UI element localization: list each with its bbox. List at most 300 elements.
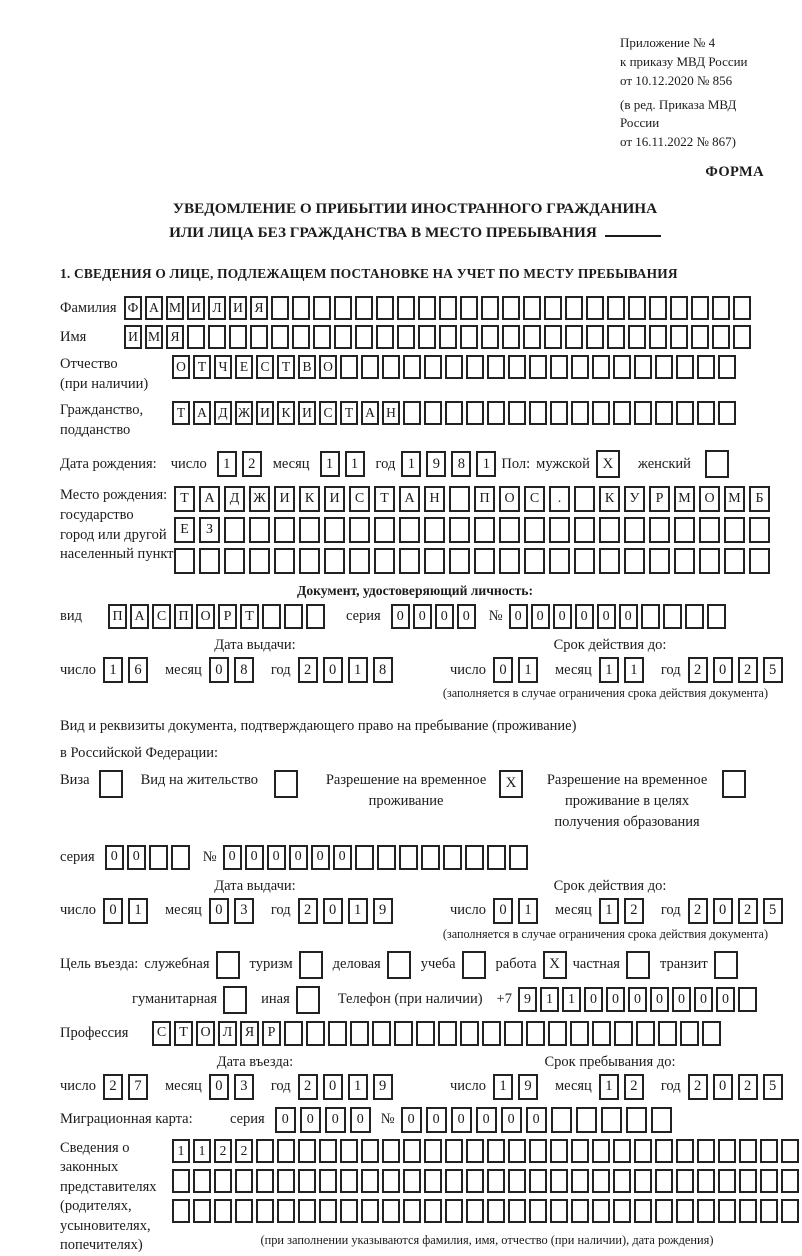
form-cell[interactable]: [739, 1169, 757, 1193]
form-cell[interactable]: [544, 296, 562, 320]
form-cell[interactable]: [313, 325, 331, 349]
form-cell[interactable]: [676, 355, 694, 379]
form-cell[interactable]: 1: [518, 898, 538, 924]
form-cell[interactable]: [361, 1199, 379, 1223]
form-cell[interactable]: [707, 604, 726, 629]
form-cell[interactable]: Е: [174, 517, 195, 543]
form-cell[interactable]: 2: [738, 898, 758, 924]
form-cell[interactable]: О: [319, 355, 337, 379]
form-cell[interactable]: 0: [619, 604, 638, 629]
form-cell[interactable]: [574, 517, 595, 543]
option-visa-checkbox[interactable]: [99, 770, 123, 798]
form-cell[interactable]: [571, 355, 589, 379]
form-cell[interactable]: [502, 325, 520, 349]
form-cell[interactable]: [465, 845, 484, 870]
form-cell[interactable]: [749, 548, 770, 574]
form-cell[interactable]: [306, 1021, 325, 1046]
form-cell[interactable]: [674, 548, 695, 574]
form-cell[interactable]: 0: [413, 604, 432, 629]
form-cell[interactable]: 0: [575, 604, 594, 629]
form-cell[interactable]: 8: [234, 657, 254, 683]
form-cell[interactable]: [487, 355, 505, 379]
form-cell[interactable]: 0: [451, 1107, 472, 1133]
form-cell[interactable]: [586, 325, 604, 349]
form-cell[interactable]: [607, 296, 625, 320]
form-cell[interactable]: Н: [382, 401, 400, 425]
form-cell[interactable]: Ч: [214, 355, 232, 379]
form-cell[interactable]: [697, 355, 715, 379]
form-cell[interactable]: [649, 296, 667, 320]
form-cell[interactable]: [340, 1169, 358, 1193]
form-cell[interactable]: [634, 1169, 652, 1193]
form-cell[interactable]: [274, 517, 295, 543]
form-cell[interactable]: [449, 517, 470, 543]
form-cell[interactable]: 0: [209, 1074, 229, 1100]
form-cell[interactable]: [334, 296, 352, 320]
form-cell[interactable]: [208, 325, 226, 349]
form-cell[interactable]: [193, 1199, 211, 1223]
form-cell[interactable]: [403, 401, 421, 425]
form-cell[interactable]: [738, 987, 757, 1012]
form-cell[interactable]: 0: [350, 1107, 371, 1133]
form-cell[interactable]: [361, 355, 379, 379]
form-cell[interactable]: Д: [214, 401, 232, 425]
form-cell[interactable]: [691, 325, 709, 349]
form-cell[interactable]: [355, 296, 373, 320]
form-cell[interactable]: 0: [628, 987, 647, 1012]
form-cell[interactable]: 1: [493, 1074, 513, 1100]
form-cell[interactable]: 1: [348, 657, 368, 683]
form-cell[interactable]: [592, 1021, 611, 1046]
form-cell[interactable]: [438, 1021, 457, 1046]
form-cell[interactable]: [724, 548, 745, 574]
form-cell[interactable]: [466, 1139, 484, 1163]
form-cell[interactable]: [319, 1199, 337, 1223]
form-cell[interactable]: У: [624, 486, 645, 512]
form-cell[interactable]: [550, 355, 568, 379]
form-cell[interactable]: [614, 1021, 633, 1046]
form-cell[interactable]: А: [145, 296, 163, 320]
form-cell[interactable]: [655, 1199, 673, 1223]
form-cell[interactable]: [636, 1021, 655, 1046]
form-cell[interactable]: [655, 401, 673, 425]
form-cell[interactable]: И: [256, 401, 274, 425]
form-cell[interactable]: [271, 325, 289, 349]
form-cell[interactable]: [508, 1169, 526, 1193]
form-cell[interactable]: 3: [234, 1074, 254, 1100]
form-cell[interactable]: [403, 1199, 421, 1223]
form-cell[interactable]: 2: [688, 1074, 708, 1100]
form-cell[interactable]: [571, 1169, 589, 1193]
form-cell[interactable]: М: [145, 325, 163, 349]
form-cell[interactable]: 2: [624, 1074, 644, 1100]
form-cell[interactable]: [299, 517, 320, 543]
form-cell[interactable]: О: [196, 604, 215, 629]
form-cell[interactable]: 0: [426, 1107, 447, 1133]
form-cell[interactable]: Т: [374, 486, 395, 512]
form-cell[interactable]: [504, 1021, 523, 1046]
form-cell[interactable]: [421, 845, 440, 870]
form-cell[interactable]: [487, 845, 506, 870]
form-cell[interactable]: [626, 1107, 647, 1133]
form-cell[interactable]: И: [124, 325, 142, 349]
form-cell[interactable]: [739, 1139, 757, 1163]
form-cell[interactable]: 0: [105, 845, 124, 870]
form-cell[interactable]: [466, 1169, 484, 1193]
form-cell[interactable]: [214, 1169, 232, 1193]
form-cell[interactable]: [466, 1199, 484, 1223]
form-cell[interactable]: [634, 401, 652, 425]
form-cell[interactable]: [249, 517, 270, 543]
form-cell[interactable]: [655, 1139, 673, 1163]
form-cell[interactable]: О: [699, 486, 720, 512]
form-cell[interactable]: 9: [426, 451, 446, 477]
form-cell[interactable]: [340, 1139, 358, 1163]
form-cell[interactable]: [523, 325, 541, 349]
form-cell[interactable]: [649, 517, 670, 543]
form-cell[interactable]: [382, 1199, 400, 1223]
form-cell[interactable]: Б: [749, 486, 770, 512]
form-cell[interactable]: [193, 1169, 211, 1193]
form-cell[interactable]: 2: [624, 898, 644, 924]
form-cell[interactable]: [424, 548, 445, 574]
form-cell[interactable]: [399, 845, 418, 870]
form-cell[interactable]: Т: [174, 1021, 193, 1046]
form-cell[interactable]: [718, 401, 736, 425]
form-cell[interactable]: [277, 1199, 295, 1223]
form-cell[interactable]: [571, 1139, 589, 1163]
form-cell[interactable]: [676, 1139, 694, 1163]
form-cell[interactable]: О: [499, 486, 520, 512]
purpose-official-checkbox[interactable]: [216, 951, 240, 979]
form-cell[interactable]: [403, 1169, 421, 1193]
form-cell[interactable]: [529, 355, 547, 379]
form-cell[interactable]: [256, 1199, 274, 1223]
form-cell[interactable]: [718, 1139, 736, 1163]
form-cell[interactable]: [474, 548, 495, 574]
form-cell[interactable]: [697, 1139, 715, 1163]
purpose-private-checkbox[interactable]: [626, 951, 650, 979]
form-cell[interactable]: [663, 604, 682, 629]
form-cell[interactable]: Я: [250, 296, 268, 320]
form-cell[interactable]: С: [152, 1021, 171, 1046]
form-cell[interactable]: С: [524, 486, 545, 512]
form-cell[interactable]: [374, 517, 395, 543]
form-cell[interactable]: 0: [325, 1107, 346, 1133]
form-cell[interactable]: Т: [174, 486, 195, 512]
form-cell[interactable]: [424, 355, 442, 379]
form-cell[interactable]: [550, 1139, 568, 1163]
form-cell[interactable]: [571, 401, 589, 425]
form-cell[interactable]: [445, 1199, 463, 1223]
form-cell[interactable]: [298, 1139, 316, 1163]
form-cell[interactable]: [487, 1169, 505, 1193]
form-cell[interactable]: М: [724, 486, 745, 512]
form-cell[interactable]: 2: [103, 1074, 123, 1100]
form-cell[interactable]: [172, 1169, 190, 1193]
form-cell[interactable]: И: [298, 401, 316, 425]
form-cell[interactable]: [449, 548, 470, 574]
form-cell[interactable]: 2: [688, 898, 708, 924]
form-cell[interactable]: 1: [103, 657, 123, 683]
form-cell[interactable]: [613, 401, 631, 425]
form-cell[interactable]: С: [349, 486, 370, 512]
form-cell[interactable]: [340, 1199, 358, 1223]
form-cell[interactable]: [548, 1021, 567, 1046]
form-cell[interactable]: 0: [713, 898, 733, 924]
form-cell[interactable]: [256, 1139, 274, 1163]
form-cell[interactable]: 1: [624, 657, 644, 683]
form-cell[interactable]: [149, 845, 168, 870]
form-cell[interactable]: Р: [262, 1021, 281, 1046]
form-cell[interactable]: [299, 548, 320, 574]
form-cell[interactable]: 0: [333, 845, 352, 870]
form-cell[interactable]: [676, 1199, 694, 1223]
form-cell[interactable]: [676, 401, 694, 425]
form-cell[interactable]: [328, 1021, 347, 1046]
form-cell[interactable]: 6: [128, 657, 148, 683]
form-cell[interactable]: [544, 325, 562, 349]
form-cell[interactable]: [376, 325, 394, 349]
form-cell[interactable]: 0: [672, 987, 691, 1012]
form-cell[interactable]: [249, 548, 270, 574]
form-cell[interactable]: 2: [298, 898, 318, 924]
form-cell[interactable]: [549, 517, 570, 543]
form-cell[interactable]: [292, 296, 310, 320]
form-cell[interactable]: [601, 1107, 622, 1133]
form-cell[interactable]: [382, 1169, 400, 1193]
form-cell[interactable]: К: [299, 486, 320, 512]
form-cell[interactable]: [416, 1021, 435, 1046]
form-cell[interactable]: Т: [277, 355, 295, 379]
form-cell[interactable]: [262, 604, 281, 629]
form-cell[interactable]: [613, 1199, 631, 1223]
form-cell[interactable]: [394, 1021, 413, 1046]
form-cell[interactable]: [361, 1139, 379, 1163]
form-cell[interactable]: [628, 296, 646, 320]
form-cell[interactable]: [599, 517, 620, 543]
form-cell[interactable]: 0: [606, 987, 625, 1012]
form-cell[interactable]: 1: [401, 451, 421, 477]
form-cell[interactable]: 0: [493, 898, 513, 924]
form-cell[interactable]: [403, 355, 421, 379]
form-cell[interactable]: [340, 355, 358, 379]
form-cell[interactable]: 0: [103, 898, 123, 924]
form-cell[interactable]: О: [196, 1021, 215, 1046]
form-cell[interactable]: [445, 355, 463, 379]
form-cell[interactable]: [670, 296, 688, 320]
form-cell[interactable]: [324, 548, 345, 574]
form-cell[interactable]: 8: [451, 451, 471, 477]
form-cell[interactable]: [718, 355, 736, 379]
form-cell[interactable]: Т: [340, 401, 358, 425]
form-cell[interactable]: [171, 845, 190, 870]
form-cell[interactable]: 8: [373, 657, 393, 683]
form-cell[interactable]: С: [256, 355, 274, 379]
form-cell[interactable]: [592, 401, 610, 425]
form-cell[interactable]: [649, 548, 670, 574]
form-cell[interactable]: [781, 1139, 799, 1163]
form-cell[interactable]: 0: [435, 604, 454, 629]
form-cell[interactable]: [724, 517, 745, 543]
form-cell[interactable]: [733, 296, 751, 320]
form-cell[interactable]: Т: [240, 604, 259, 629]
form-cell[interactable]: [624, 548, 645, 574]
form-cell[interactable]: Л: [218, 1021, 237, 1046]
form-cell[interactable]: П: [108, 604, 127, 629]
form-cell[interactable]: [187, 325, 205, 349]
form-cell[interactable]: Я: [240, 1021, 259, 1046]
form-cell[interactable]: К: [599, 486, 620, 512]
form-cell[interactable]: 0: [526, 1107, 547, 1133]
form-cell[interactable]: 0: [597, 604, 616, 629]
form-cell[interactable]: [298, 1199, 316, 1223]
form-cell[interactable]: 0: [713, 1074, 733, 1100]
form-cell[interactable]: Я: [166, 325, 184, 349]
form-cell[interactable]: 0: [267, 845, 286, 870]
form-cell[interactable]: А: [361, 401, 379, 425]
form-cell[interactable]: 0: [509, 604, 528, 629]
form-cell[interactable]: [445, 401, 463, 425]
form-cell[interactable]: [445, 1139, 463, 1163]
form-cell[interactable]: 9: [518, 1074, 538, 1100]
form-cell[interactable]: [460, 325, 478, 349]
form-cell[interactable]: [460, 1021, 479, 1046]
form-cell[interactable]: [749, 517, 770, 543]
form-cell[interactable]: Е: [235, 355, 253, 379]
form-cell[interactable]: [613, 1139, 631, 1163]
form-cell[interactable]: [397, 325, 415, 349]
form-cell[interactable]: 1: [172, 1139, 190, 1163]
form-cell[interactable]: [349, 517, 370, 543]
form-cell[interactable]: [474, 517, 495, 543]
form-cell[interactable]: [691, 296, 709, 320]
form-cell[interactable]: 2: [738, 657, 758, 683]
form-cell[interactable]: 1: [217, 451, 237, 477]
form-cell[interactable]: 0: [391, 604, 410, 629]
form-cell[interactable]: [466, 355, 484, 379]
form-cell[interactable]: Ж: [249, 486, 270, 512]
form-cell[interactable]: [374, 548, 395, 574]
form-cell[interactable]: [372, 1021, 391, 1046]
form-cell[interactable]: [651, 1107, 672, 1133]
form-cell[interactable]: М: [674, 486, 695, 512]
purpose-tourism-checkbox[interactable]: [299, 951, 323, 979]
form-cell[interactable]: Ж: [235, 401, 253, 425]
form-cell[interactable]: [624, 517, 645, 543]
form-cell[interactable]: [551, 1107, 572, 1133]
form-cell[interactable]: [613, 1169, 631, 1193]
form-cell[interactable]: И: [187, 296, 205, 320]
form-cell[interactable]: 1: [599, 898, 619, 924]
form-cell[interactable]: [529, 1169, 547, 1193]
option-residence-permit-checkbox[interactable]: [274, 770, 298, 798]
form-cell[interactable]: [487, 401, 505, 425]
form-cell[interactable]: [508, 1139, 526, 1163]
form-cell[interactable]: М: [166, 296, 184, 320]
form-cell[interactable]: [655, 355, 673, 379]
form-cell[interactable]: 1: [320, 451, 340, 477]
form-cell[interactable]: [599, 548, 620, 574]
form-cell[interactable]: [481, 296, 499, 320]
form-cell[interactable]: 0: [694, 987, 713, 1012]
form-cell[interactable]: [699, 548, 720, 574]
form-cell[interactable]: 0: [127, 845, 146, 870]
form-cell[interactable]: В: [298, 355, 316, 379]
form-cell[interactable]: [550, 401, 568, 425]
form-cell[interactable]: [224, 517, 245, 543]
form-cell[interactable]: [235, 1199, 253, 1223]
form-cell[interactable]: Л: [208, 296, 226, 320]
form-cell[interactable]: А: [399, 486, 420, 512]
form-cell[interactable]: [613, 355, 631, 379]
form-cell[interactable]: [443, 845, 462, 870]
form-cell[interactable]: [697, 1169, 715, 1193]
form-cell[interactable]: [313, 296, 331, 320]
form-cell[interactable]: 0: [323, 898, 343, 924]
form-cell[interactable]: И: [274, 486, 295, 512]
form-cell[interactable]: [460, 296, 478, 320]
form-cell[interactable]: 1: [348, 898, 368, 924]
form-cell[interactable]: [529, 1199, 547, 1223]
form-cell[interactable]: 1: [345, 451, 365, 477]
form-cell[interactable]: [781, 1169, 799, 1193]
form-cell[interactable]: [271, 296, 289, 320]
form-cell[interactable]: 5: [763, 1074, 783, 1100]
form-cell[interactable]: 0: [493, 657, 513, 683]
form-cell[interactable]: 7: [128, 1074, 148, 1100]
form-cell[interactable]: [418, 296, 436, 320]
form-cell[interactable]: [235, 1169, 253, 1193]
form-cell[interactable]: А: [193, 401, 211, 425]
form-cell[interactable]: О: [172, 355, 190, 379]
form-cell[interactable]: 0: [401, 1107, 422, 1133]
form-cell[interactable]: [292, 325, 310, 349]
form-cell[interactable]: [592, 1169, 610, 1193]
form-cell[interactable]: [172, 1199, 190, 1223]
form-cell[interactable]: 1: [348, 1074, 368, 1100]
form-cell[interactable]: 0: [716, 987, 735, 1012]
option-temp-residence-checkbox[interactable]: X: [499, 770, 523, 798]
form-cell[interactable]: [529, 1139, 547, 1163]
form-cell[interactable]: [508, 1199, 526, 1223]
form-cell[interactable]: [298, 1169, 316, 1193]
form-cell[interactable]: [565, 296, 583, 320]
form-cell[interactable]: 2: [298, 1074, 318, 1100]
form-cell[interactable]: 2: [688, 657, 708, 683]
form-cell[interactable]: 1: [562, 987, 581, 1012]
form-cell[interactable]: [418, 325, 436, 349]
form-cell[interactable]: [550, 1199, 568, 1223]
form-cell[interactable]: [382, 1139, 400, 1163]
form-cell[interactable]: [229, 325, 247, 349]
form-cell[interactable]: [424, 1199, 442, 1223]
form-cell[interactable]: [739, 1199, 757, 1223]
form-cell[interactable]: [641, 604, 660, 629]
form-cell[interactable]: [586, 296, 604, 320]
form-cell[interactable]: 1: [128, 898, 148, 924]
form-cell[interactable]: [319, 1169, 337, 1193]
form-cell[interactable]: З: [199, 517, 220, 543]
form-cell[interactable]: [574, 486, 595, 512]
form-cell[interactable]: 2: [214, 1139, 232, 1163]
form-cell[interactable]: 1: [518, 657, 538, 683]
purpose-study-checkbox[interactable]: [462, 951, 486, 979]
form-cell[interactable]: [277, 1169, 295, 1193]
form-cell[interactable]: 0: [289, 845, 308, 870]
form-cell[interactable]: [781, 1199, 799, 1223]
form-cell[interactable]: [655, 1169, 673, 1193]
